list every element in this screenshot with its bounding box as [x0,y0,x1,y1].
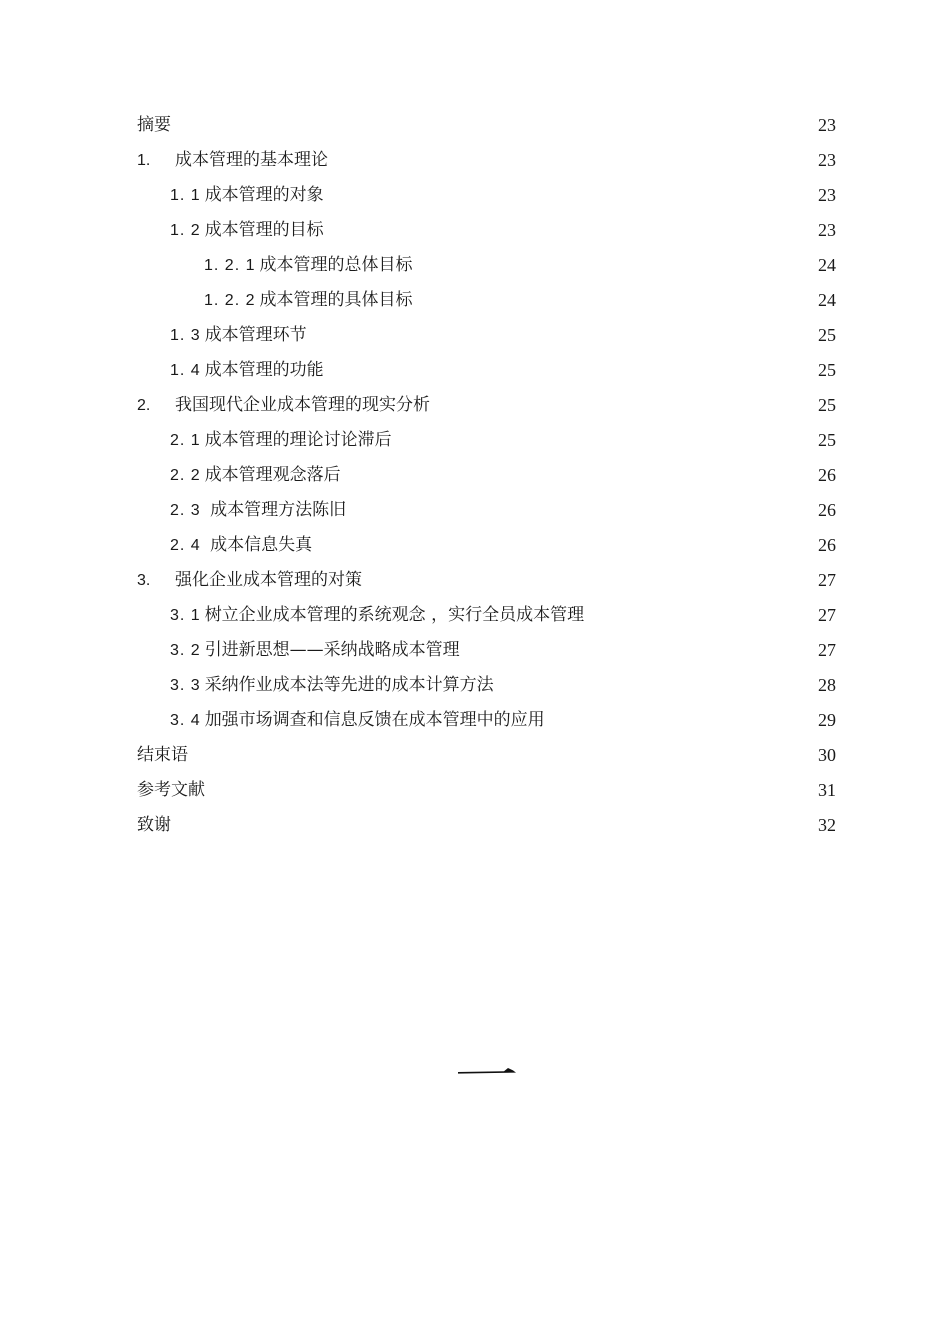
toc-entry-number: 1. 2. 2 [204,292,256,309]
toc-entry-page-number: 25 [818,430,836,450]
toc-entry[interactable] [0,423,950,458]
toc-entry-text [170,423,392,458]
toc-entry-page-number: 25 [818,360,836,380]
toc-entry[interactable] [0,563,950,598]
toc-entry-title: 参考文献 [137,780,205,800]
toc-entry-page-number: 27 [818,605,836,625]
toc-entry[interactable] [0,738,950,773]
toc-entry-page-number: 26 [818,500,836,520]
toc-entry-text [137,143,328,178]
toc-entry-text [170,493,346,528]
toc-entry-page-number: 24 [818,255,836,275]
toc-entry-page-number: 27 [818,640,836,660]
toc-entry-page-number: 23 [818,220,836,240]
toc-entry[interactable] [0,633,950,668]
toc-entry-page-number: 25 [818,395,836,415]
toc-entry-number: 2. 3 [170,502,201,519]
toc-entry-text [137,738,188,773]
toc-entry-page-number: 31 [818,780,836,800]
toc-entry-page-number: 29 [818,710,836,730]
toc-entry[interactable] [0,668,950,703]
toc-entry[interactable] [0,808,950,843]
toc-entry-title: 引进新思想——采纳战略成本管理 [204,640,460,660]
toc-entry-text [137,388,430,423]
toc-entry[interactable] [0,388,950,423]
toc-entry-page-number: 24 [818,290,836,310]
toc-entry-number: 1. 1 [170,187,201,204]
toc-entry-title: 致谢 [137,815,171,835]
toc-entry[interactable] [0,493,950,528]
toc-entry-text [170,598,584,633]
toc-entry[interactable] [0,213,950,248]
toc-entry[interactable] [0,458,950,493]
toc-entry-title: 成本管理观念落后 [204,465,341,485]
toc-entry-text [170,703,545,738]
toc-entry-text [137,773,205,808]
toc-entry-title: 树立企业成本管理的系统观念 ，实行全员成本管理 [204,605,585,625]
toc-entry-title: 成本管理的对象 [204,185,324,205]
toc-entry-text [204,248,412,283]
toc-entry-number: 2. [137,397,151,414]
toc-entry-number: 1. [137,152,151,169]
toc-entry-title: 成本管理的具体目标 [259,290,413,310]
toc-entry-number: 3. 4 [170,712,201,729]
toc-entry-number: 2. 4 [170,537,201,554]
table-of-contents [0,108,950,843]
toc-entry-text [170,318,307,353]
toc-entry[interactable] [0,353,950,388]
toc-entry-title: 成本管理的理论讨论滞后 [204,430,392,450]
toc-entry-text [170,633,460,668]
toc-entry-number: 1. 2. 1 [204,257,256,274]
toc-entry-page-number: 25 [818,325,836,345]
toc-entry-page-number: 30 [818,745,836,765]
toc-entry-number: 1. 3 [170,327,201,344]
toc-entry-page-number: 26 [818,465,836,485]
toc-entry-title: 我国现代企业成本管理的现实分析 [175,395,430,415]
toc-entry-page-number: 28 [818,675,836,695]
toc-entry-title: 成本管理的总体目标 [259,255,413,275]
toc-entry[interactable] [0,283,950,318]
toc-entry-title: 加强市场调查和信息反馈在成本管理中的应用 [204,710,545,730]
toc-entry-title: 成本信息失真 [204,535,313,555]
toc-entry[interactable] [0,773,950,808]
toc-entry[interactable] [0,528,950,563]
toc-entry-page-number: 23 [818,150,836,170]
toc-entry-page-number: 26 [818,535,836,555]
toc-entry-number: 3. 2 [170,642,201,659]
toc-entry-text [137,808,171,843]
toc-entry-title: 强化企业成本管理的对策 [175,570,362,590]
toc-entry-title: 成本管理的功能 [204,360,324,380]
toc-entry-number: 3. 1 [170,607,201,624]
toc-entry-page-number: 23 [818,185,836,205]
toc-entry-number: 2. 1 [170,432,201,449]
toc-entry-number: 1. 2 [170,222,201,239]
toc-entry-text [204,283,412,318]
toc-entry-title: 结束语 [137,745,188,765]
toc-entry-text [170,458,341,493]
toc-entry-number: 2. 2 [170,467,201,484]
toc-entry[interactable] [0,703,950,738]
toc-entry[interactable] [0,143,950,178]
toc-entry-number: 3. 3 [170,677,201,694]
dash-glyph-icon [458,1066,516,1074]
toc-entry-text [170,213,324,248]
toc-entry-text [170,528,312,563]
toc-entry[interactable] [0,248,950,283]
toc-entry-title: 成本管理环节 [204,325,307,345]
toc-entry-text [137,108,171,143]
toc-entry-text [137,563,362,598]
toc-entry-text [170,668,494,703]
toc-entry-number: 1. 4 [170,362,201,379]
toc-entry[interactable] [0,108,950,143]
toc-entry-page-number: 32 [818,815,836,835]
toc-entry-title: 成本管理的基本理论 [175,150,328,170]
toc-entry[interactable] [0,178,950,213]
toc-entry-text [170,178,324,213]
toc-entry-page-number: 23 [818,115,836,135]
toc-entry-page-number: 27 [818,570,836,590]
toc-entry-title: 摘要 [137,115,171,135]
toc-entry-title: 成本管理方法陈旧 [204,500,347,520]
toc-entry[interactable] [0,318,950,353]
toc-entry[interactable] [0,598,950,633]
toc-entry-title: 采纳作业成本法等先进的成本计算方法 [204,675,494,695]
toc-entry-title: 成本管理的目标 [204,220,324,240]
toc-entry-text [170,353,324,388]
toc-entry-number: 3. [137,572,151,589]
